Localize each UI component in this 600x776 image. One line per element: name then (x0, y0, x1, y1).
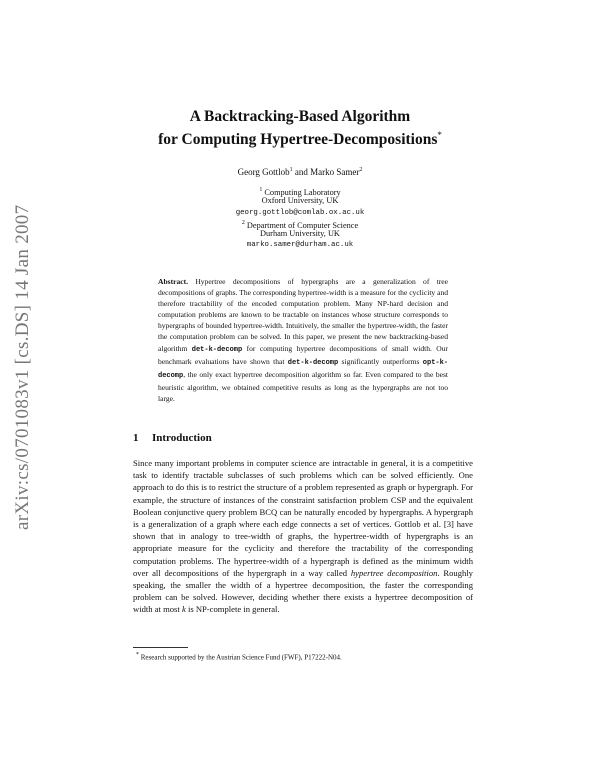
paper-title-line-1: A Backtracking-Based Algorithm (189, 108, 411, 125)
algorithm-name: det-k-decomp (287, 358, 339, 367)
abstract-paragraph: Abstract. Hypertree decompositions of hypergraphs are a generalization of tree decompositions of graphs. The corresponding hypertree-width is a measure for the cyclicity and therefore tractability of the encoded computation problem. Many NP-hard decision and computation problems are known to be tractable on instances whose structure corresponds to hypergraphs of bounded hypertree-width. Intuitively, the smaller the hypertree-width, the faster the computation problem can be solved. In this paper, we present the new backtracking-based algorithm det-k-decomp for computing hypertree decompositions of small width. Our benchmark evaluations have shown that det-k-decomp significantly outperforms opt-k-decomp, the only exact hypertree decomposition algorithm so far. Even compared to the best heuristic algorithm, we obtained competitive results as long as the hypergraphs are not too large. (158, 277, 449, 403)
algorithm-name: opt-k-decomp (158, 358, 449, 380)
section-title: Introduction (152, 432, 212, 444)
abstract-label: Abstract. (158, 277, 188, 286)
author-joiner: and (292, 167, 311, 177)
author-affiliation-mark: 1 (289, 167, 293, 173)
author-name: Marko Samer (310, 167, 360, 177)
section-heading (133, 432, 212, 444)
arxiv-identifier: arXiv:cs/0701083v1 [cs.DS] 14 Jan 2007 (12, 204, 33, 530)
author-name: Georg Gottlob (237, 167, 290, 177)
section-number: 1 (133, 432, 139, 444)
math-variable: k (181, 604, 186, 615)
affiliation-line: Durham University, UK (260, 229, 340, 238)
affiliation-line: $^2$ Department of Computer Science (241, 220, 359, 230)
affiliation-email-link[interactable]: marko.samer@durham.ac.uk (246, 241, 354, 249)
affiliation-line: $^1$ Computing Laboratory (259, 187, 341, 197)
affiliation-line: Oxford University, UK (261, 196, 339, 205)
author-list (0, 167, 600, 177)
author-affiliation-mark: 2 (359, 167, 363, 173)
algorithm-name: det-k-decomp (191, 345, 243, 354)
paper-title-line-2: for Computing Hypertree-Decompositions* (158, 130, 442, 149)
footnote: * Research supported by the Austrian Science Fund (FWF), P17222-N04. (136, 652, 342, 662)
emphasized-term: hypertree decomposition (350, 567, 438, 578)
footnote-rule (133, 647, 188, 648)
affiliation-email-link[interactable]: georg.gottlob@comlab.ox.ac.uk (235, 209, 365, 217)
introduction-paragraph: Since many important problems in computer science are intractable in general, it is a competitive task to identify tractable subclasses of such problems which can be solved efficiently. One approach to do this is to restrict the structure of a problem represented as graph or hypergraph. For example, the structure of instances of the constraint satisfaction problem CSP and the equivalent Boolean conjunctive query problem BCQ can be naturally encoded by hypergraphs. A hypergraph is a generalization of a graph where each edge connects a set of vertices. Gottlob et al. [3] have shown that in analogy to tree-width of graphs, the hypertree-width of hypergraphs is an appropriate measure for the cyclicity and therefore the tractability of the corresponding computation problems. The hypertree-width of a hypergraph is defined as the minimum width over all decompositions of the hypergraph in a way called hypertree decomposition. Roughly speaking, the smaller the width of a hypertree decomposition, the faster the corresponding problem can be solved. However, deciding whether there exists a hypertree decomposition of width at most k is NP-complete in general. (133, 458, 473, 615)
title-footnote-mark: * (437, 130, 442, 140)
